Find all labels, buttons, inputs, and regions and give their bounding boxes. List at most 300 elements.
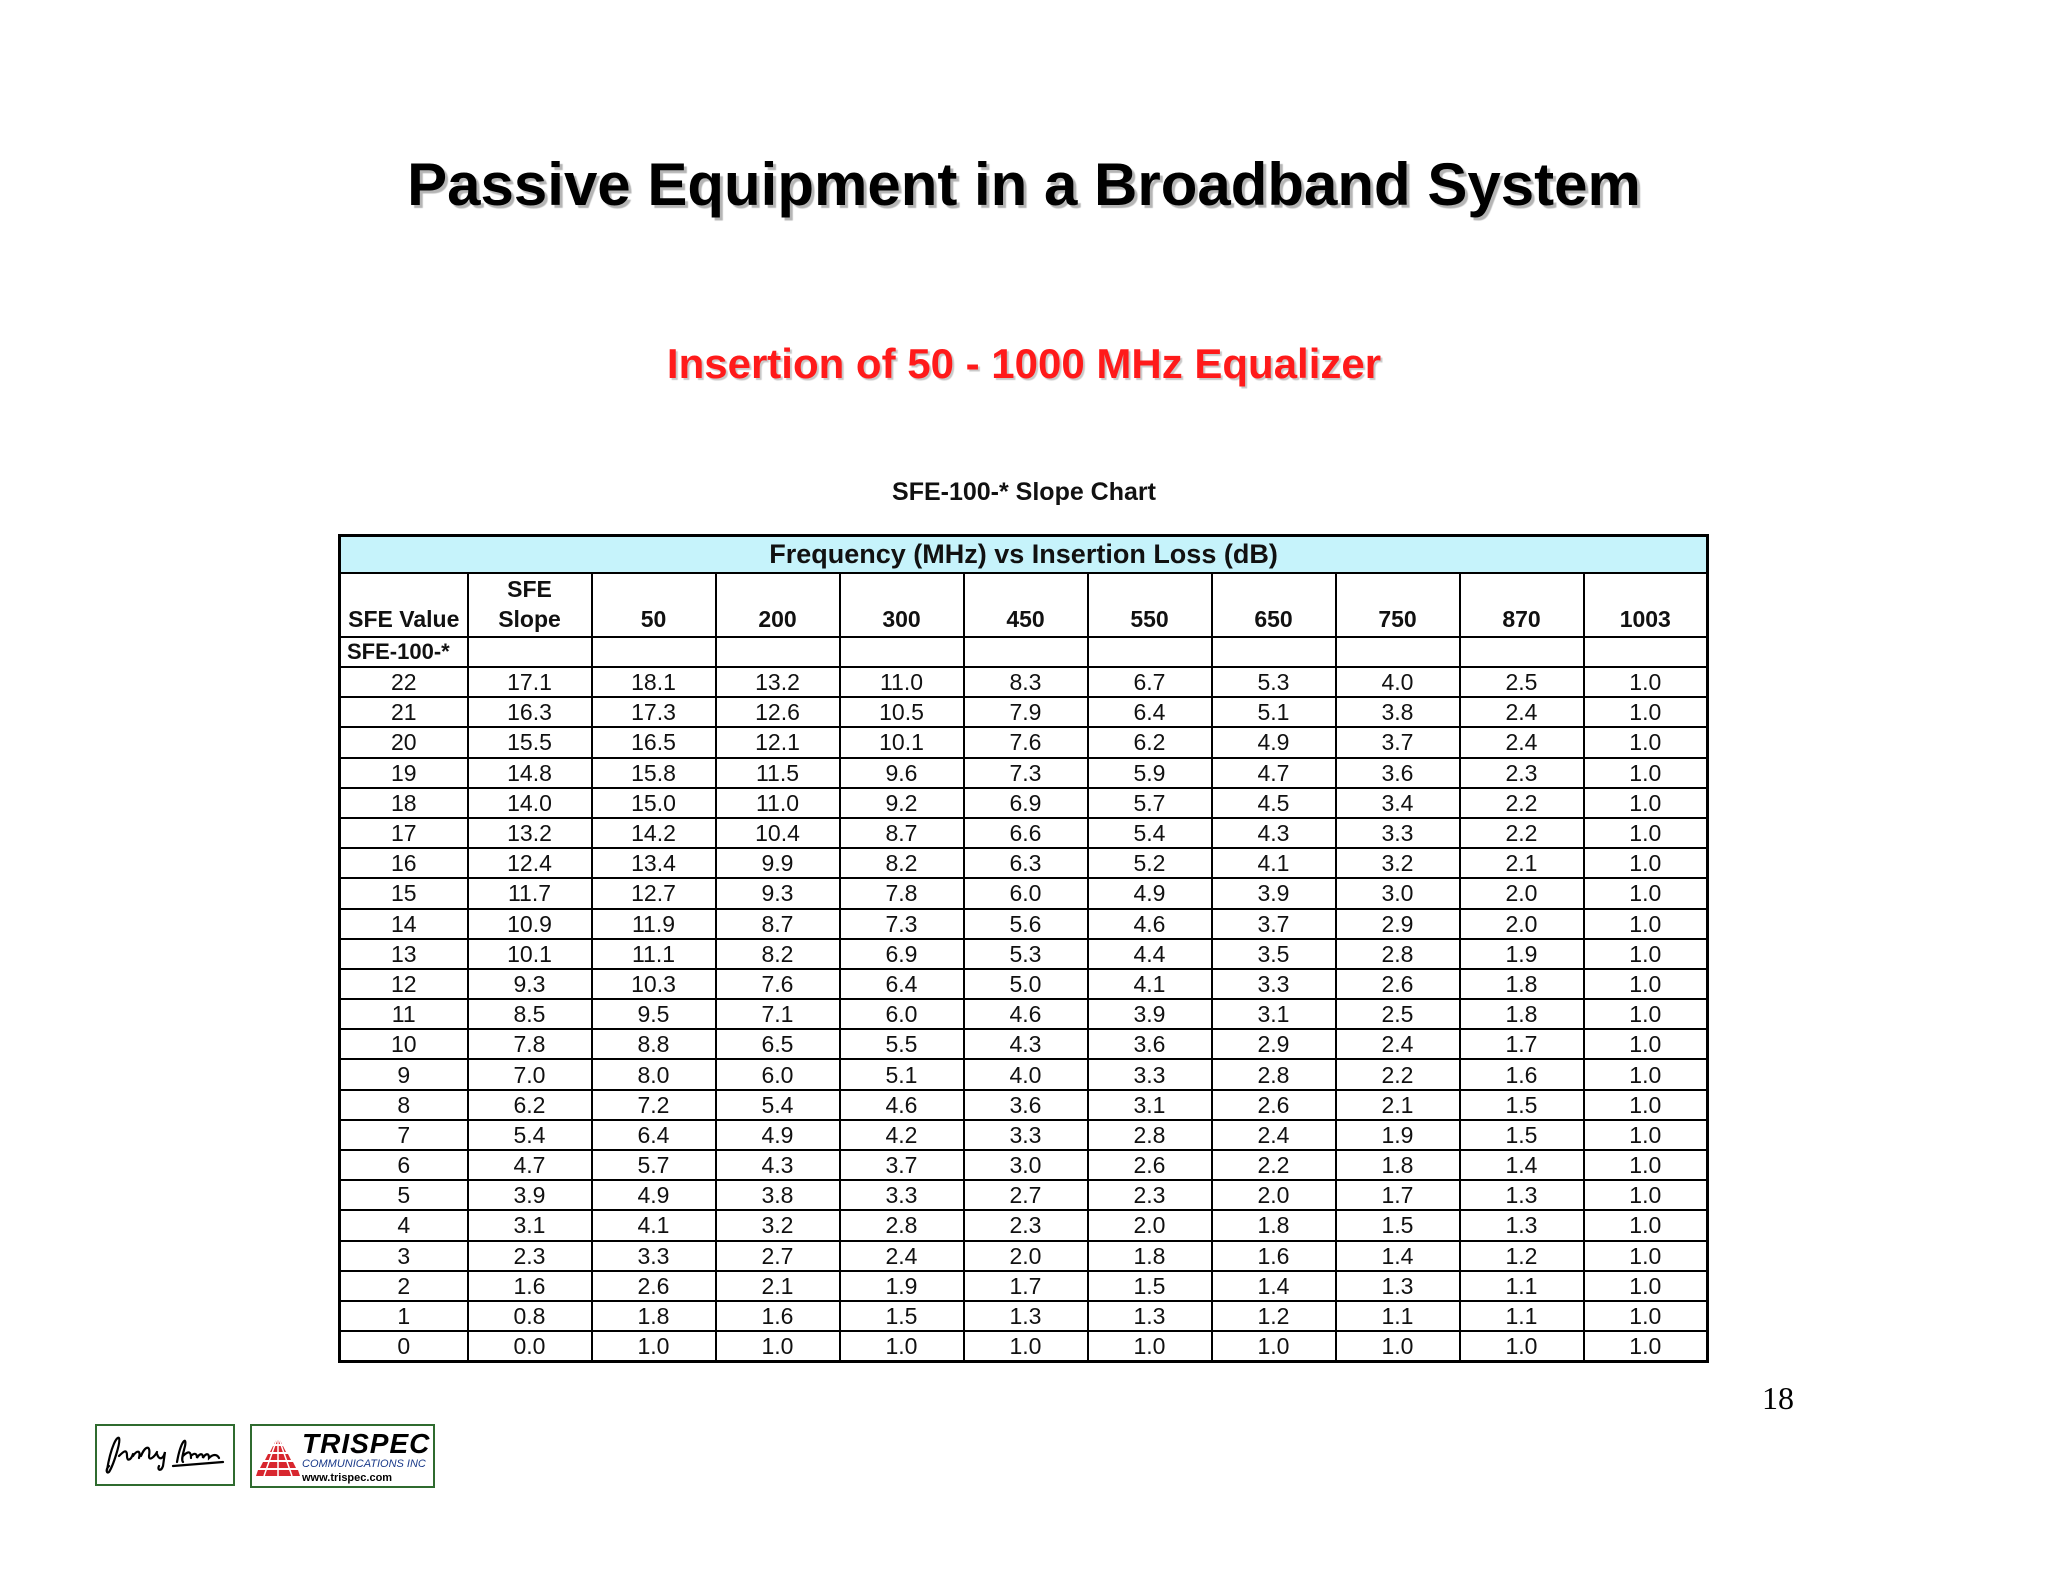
loss-cell: 2.2 — [1460, 818, 1584, 848]
loss-cell: 1.0 — [1584, 878, 1708, 908]
loss-cell: 6.3 — [964, 848, 1088, 878]
loss-cell: 8.0 — [592, 1059, 716, 1089]
sfe-value-cell: 11 — [340, 999, 468, 1029]
loss-cell: 16.5 — [592, 727, 716, 757]
sfe-slope-cell: 0.8 — [468, 1301, 592, 1331]
loss-cell: 9.6 — [840, 758, 964, 788]
loss-cell: 1.2 — [1212, 1301, 1336, 1331]
loss-cell: 1.4 — [1336, 1241, 1460, 1271]
loss-cell: 3.3 — [840, 1180, 964, 1210]
signature-logo — [95, 1424, 235, 1486]
sfe-slope-cell: 3.9 — [468, 1180, 592, 1210]
loss-cell: 4.1 — [1088, 969, 1212, 999]
loss-cell: 12.6 — [716, 697, 840, 727]
loss-cell: 5.0 — [964, 969, 1088, 999]
loss-cell: 2.0 — [1088, 1210, 1212, 1240]
loss-cell: 2.0 — [1460, 878, 1584, 908]
loss-cell: 2.0 — [1460, 909, 1584, 939]
sfe-slope-cell: 9.3 — [468, 969, 592, 999]
loss-cell: 5.4 — [1088, 818, 1212, 848]
loss-cell: 3.3 — [1088, 1059, 1212, 1089]
sfe-slope-cell: 3.1 — [468, 1210, 592, 1240]
loss-cell: 2.9 — [1336, 909, 1460, 939]
loss-cell: 1.0 — [1584, 939, 1708, 969]
loss-cell: 6.0 — [964, 878, 1088, 908]
loss-cell: 2.8 — [1212, 1059, 1336, 1089]
loss-cell: 4.3 — [964, 1029, 1088, 1059]
loss-cell: 11.5 — [716, 758, 840, 788]
sfe-value-cell: 7 — [340, 1120, 468, 1150]
loss-cell: 3.8 — [1336, 697, 1460, 727]
column-header: 200 — [716, 573, 840, 637]
loss-cell: 3.6 — [964, 1090, 1088, 1120]
loss-cell: 3.3 — [1212, 969, 1336, 999]
table-row — [340, 1271, 1708, 1301]
loss-cell: 3.2 — [1336, 848, 1460, 878]
loss-cell: 1.0 — [1584, 1271, 1708, 1301]
loss-cell: 2.2 — [1336, 1059, 1460, 1089]
page-number: 18 — [1762, 1380, 1794, 1416]
loss-cell: 4.3 — [716, 1150, 840, 1180]
loss-cell: 5.1 — [1212, 697, 1336, 727]
loss-cell: 15.8 — [592, 758, 716, 788]
loss-cell: 1.5 — [1336, 1210, 1460, 1240]
loss-cell: 5.3 — [1212, 667, 1336, 697]
column-header: 750 — [1336, 573, 1460, 637]
sfe-slope-cell: 7.8 — [468, 1029, 592, 1059]
loss-cell: 8.7 — [840, 818, 964, 848]
loss-cell: 1.0 — [1584, 1029, 1708, 1059]
table-row — [340, 969, 1708, 999]
column-header: 650 — [1212, 573, 1336, 637]
sfe-slope-cell: 12.4 — [468, 848, 592, 878]
loss-cell: 3.7 — [1212, 909, 1336, 939]
table-row — [340, 1180, 1708, 1210]
company-url: www.trispec.com — [302, 1472, 393, 1484]
loss-cell: 1.9 — [1460, 939, 1584, 969]
loss-cell: 3.9 — [1088, 999, 1212, 1029]
loss-cell: 1.2 — [1460, 1241, 1584, 1271]
loss-cell: 2.2 — [1460, 788, 1584, 818]
loss-cell: 2.4 — [1460, 727, 1584, 757]
loss-cell: 4.9 — [1212, 727, 1336, 757]
loss-cell: 12.7 — [592, 878, 716, 908]
table-row — [340, 1210, 1708, 1240]
sfe-slope-cell: 1.6 — [468, 1271, 592, 1301]
loss-cell: 2.8 — [1336, 939, 1460, 969]
table-row — [340, 727, 1708, 757]
loss-cell: 10.5 — [840, 697, 964, 727]
loss-cell: 1.3 — [1088, 1301, 1212, 1331]
loss-cell: 4.3 — [1212, 818, 1336, 848]
loss-cell: 1.5 — [1460, 1120, 1584, 1150]
loss-cell: 2.8 — [1088, 1120, 1212, 1150]
loss-cell: 6.4 — [840, 969, 964, 999]
table-row — [340, 999, 1708, 1029]
loss-cell: 1.0 — [1460, 1331, 1584, 1362]
loss-cell: 4.6 — [1088, 909, 1212, 939]
column-header: 550 — [1088, 573, 1212, 637]
loss-cell: 9.9 — [716, 848, 840, 878]
loss-cell: 1.8 — [1212, 1210, 1336, 1240]
sfe-value-cell: 13 — [340, 939, 468, 969]
loss-cell: 11.1 — [592, 939, 716, 969]
loss-cell: 1.1 — [1460, 1301, 1584, 1331]
loss-cell: 1.8 — [592, 1301, 716, 1331]
loss-cell: 4.6 — [840, 1090, 964, 1120]
loss-cell: 1.7 — [1336, 1180, 1460, 1210]
loss-cell: 1.8 — [1460, 969, 1584, 999]
slope-chart-table — [338, 534, 1709, 1363]
loss-cell: 4.9 — [592, 1180, 716, 1210]
company-name: TRISPEC — [302, 1428, 431, 1459]
loss-cell: 6.4 — [1088, 697, 1212, 727]
loss-cell: 2.0 — [1212, 1180, 1336, 1210]
signature-icon — [97, 1426, 233, 1484]
loss-cell: 7.9 — [964, 697, 1088, 727]
loss-cell: 3.0 — [1336, 878, 1460, 908]
loss-cell: 3.3 — [1336, 818, 1460, 848]
loss-cell: 13.2 — [716, 667, 840, 697]
loss-cell: 9.3 — [716, 878, 840, 908]
loss-cell: 1.8 — [1336, 1150, 1460, 1180]
loss-cell: 1.0 — [1584, 788, 1708, 818]
loss-cell: 4.1 — [592, 1210, 716, 1240]
loss-cell: 1.0 — [1584, 1090, 1708, 1120]
sfe-slope-cell: 0.0 — [468, 1331, 592, 1362]
loss-cell: 2.3 — [1088, 1180, 1212, 1210]
loss-cell: 11.0 — [840, 667, 964, 697]
loss-cell: 1.0 — [1584, 818, 1708, 848]
sfe-value-cell: 6 — [340, 1150, 468, 1180]
group-header: Frequency (MHz) vs Insertion Loss (dB) — [340, 536, 1708, 574]
loss-cell: 2.6 — [1336, 969, 1460, 999]
sfe-value-cell: 22 — [340, 667, 468, 697]
table-row — [340, 697, 1708, 727]
loss-cell: 3.9 — [1212, 878, 1336, 908]
sfe-value-cell: 8 — [340, 1090, 468, 1120]
loss-cell: 1.3 — [964, 1301, 1088, 1331]
loss-cell: 4.6 — [964, 999, 1088, 1029]
sfe-slope-cell: 15.5 — [468, 727, 592, 757]
loss-cell: 1.0 — [1584, 727, 1708, 757]
loss-cell: 9.5 — [592, 999, 716, 1029]
loss-cell: 6.0 — [840, 999, 964, 1029]
sfe-value-cell: 9 — [340, 1059, 468, 1089]
loss-cell: 2.6 — [592, 1271, 716, 1301]
loss-cell: 1.0 — [1584, 1241, 1708, 1271]
loss-cell: 3.6 — [1088, 1029, 1212, 1059]
loss-cell: 2.5 — [1460, 667, 1584, 697]
loss-cell: 3.7 — [1336, 727, 1460, 757]
loss-cell: 1.0 — [1584, 1301, 1708, 1331]
loss-cell: 2.6 — [1088, 1150, 1212, 1180]
loss-cell: 2.1 — [716, 1271, 840, 1301]
loss-cell: 1.3 — [1336, 1271, 1460, 1301]
loss-cell: 2.4 — [1336, 1029, 1460, 1059]
loss-cell: 10.3 — [592, 969, 716, 999]
loss-cell: 4.4 — [1088, 939, 1212, 969]
loss-cell: 2.9 — [1212, 1029, 1336, 1059]
loss-cell: 1.9 — [840, 1271, 964, 1301]
loss-cell: 7.6 — [964, 727, 1088, 757]
table-row — [340, 788, 1708, 818]
column-header: 450 — [964, 573, 1088, 637]
sfe-value-cell: 5 — [340, 1180, 468, 1210]
loss-cell: 1.0 — [1584, 1210, 1708, 1240]
loss-cell: 5.2 — [1088, 848, 1212, 878]
loss-cell: 1.0 — [1584, 697, 1708, 727]
loss-cell: 1.0 — [1584, 969, 1708, 999]
loss-cell: 4.5 — [1212, 788, 1336, 818]
loss-cell: 7.1 — [716, 999, 840, 1029]
loss-cell: 5.3 — [964, 939, 1088, 969]
table-row — [340, 1029, 1708, 1059]
loss-cell: 1.9 — [1336, 1120, 1460, 1150]
loss-cell: 3.3 — [964, 1120, 1088, 1150]
loss-cell: 1.0 — [1088, 1331, 1212, 1362]
loss-cell: 1.0 — [1584, 1120, 1708, 1150]
sfe-slope-cell: 10.1 — [468, 939, 592, 969]
loss-cell: 1.0 — [1584, 1180, 1708, 1210]
loss-cell: 1.0 — [1584, 1331, 1708, 1362]
loss-cell: 2.1 — [1336, 1090, 1460, 1120]
loss-cell: 8.2 — [716, 939, 840, 969]
loss-cell: 15.0 — [592, 788, 716, 818]
table-row — [340, 818, 1708, 848]
loss-cell: 2.7 — [716, 1241, 840, 1271]
table-row — [340, 1241, 1708, 1271]
loss-cell: 5.5 — [840, 1029, 964, 1059]
loss-cell: 7.3 — [840, 909, 964, 939]
loss-cell: 3.3 — [592, 1241, 716, 1271]
loss-cell: 18.1 — [592, 667, 716, 697]
loss-cell: 2.5 — [1336, 999, 1460, 1029]
table-row — [340, 909, 1708, 939]
table-row — [340, 1331, 1708, 1362]
loss-cell: 2.1 — [1460, 848, 1584, 878]
loss-cell: 13.4 — [592, 848, 716, 878]
loss-cell: 10.4 — [716, 818, 840, 848]
table-row — [340, 667, 1708, 697]
loss-cell: 3.5 — [1212, 939, 1336, 969]
loss-cell: 1.0 — [592, 1331, 716, 1362]
sfe-value-cell: 19 — [340, 758, 468, 788]
sfe-slope-cell: 2.3 — [468, 1241, 592, 1271]
loss-cell: 1.0 — [1584, 758, 1708, 788]
loss-cell: 5.7 — [592, 1150, 716, 1180]
loss-cell: 11.0 — [716, 788, 840, 818]
sfe-value-cell: 10 — [340, 1029, 468, 1059]
loss-cell: 2.7 — [964, 1180, 1088, 1210]
loss-cell: 1.0 — [840, 1331, 964, 1362]
sfe-slope-cell: 8.5 — [468, 999, 592, 1029]
table-row — [340, 1301, 1708, 1331]
table-row — [340, 848, 1708, 878]
sfe-slope-cell: 6.2 — [468, 1090, 592, 1120]
loss-cell: 1.3 — [1460, 1210, 1584, 1240]
loss-cell: 1.4 — [1212, 1271, 1336, 1301]
loss-cell: 6.2 — [1088, 727, 1212, 757]
sfe-slope-cell: 13.2 — [468, 818, 592, 848]
loss-cell: 1.7 — [1460, 1029, 1584, 1059]
column-header: SFE Value — [340, 573, 468, 637]
loss-cell: 4.0 — [1336, 667, 1460, 697]
loss-cell: 1.5 — [840, 1301, 964, 1331]
sfe-slope-cell: 7.0 — [468, 1059, 592, 1089]
loss-cell: 1.0 — [1212, 1331, 1336, 1362]
loss-cell: 8.2 — [840, 848, 964, 878]
sfe-value-cell: 16 — [340, 848, 468, 878]
loss-cell: 1.6 — [716, 1301, 840, 1331]
slide-subtitle: Insertion of 50 - 1000 MHz Equalizer — [666, 340, 1382, 387]
loss-cell: 3.2 — [716, 1210, 840, 1240]
sfe-value-cell: 14 — [340, 909, 468, 939]
loss-cell: 12.1 — [716, 727, 840, 757]
sfe-value-cell: 15 — [340, 878, 468, 908]
loss-cell: 6.9 — [964, 788, 1088, 818]
loss-cell: 1.0 — [1584, 667, 1708, 697]
sfe-slope-cell: 5.4 — [468, 1120, 592, 1150]
loss-cell: 4.9 — [1088, 878, 1212, 908]
sfe-value-cell: 0 — [340, 1331, 468, 1362]
loss-cell: 1.8 — [1460, 999, 1584, 1029]
table-row — [340, 1120, 1708, 1150]
loss-cell: 2.4 — [840, 1241, 964, 1271]
sfe-slope-cell: 17.1 — [468, 667, 592, 697]
loss-cell: 5.7 — [1088, 788, 1212, 818]
loss-cell: 1.0 — [1584, 1150, 1708, 1180]
loss-cell: 2.4 — [1460, 697, 1584, 727]
sfe-slope-cell: 14.8 — [468, 758, 592, 788]
loss-cell: 3.1 — [1088, 1090, 1212, 1120]
sfe-value-cell: 2 — [340, 1271, 468, 1301]
loss-cell: 7.6 — [716, 969, 840, 999]
loss-cell: 2.8 — [840, 1210, 964, 1240]
loss-cell: 3.4 — [1336, 788, 1460, 818]
sfe-value-cell: 21 — [340, 697, 468, 727]
loss-cell: 3.1 — [1212, 999, 1336, 1029]
column-header: 870 — [1460, 573, 1584, 637]
loss-cell: 2.3 — [1460, 758, 1584, 788]
loss-cell: 6.0 — [716, 1059, 840, 1089]
table-row — [340, 1059, 1708, 1089]
table-row — [340, 1090, 1708, 1120]
loss-cell: 4.1 — [1212, 848, 1336, 878]
loss-cell: 9.2 — [840, 788, 964, 818]
loss-cell: 3.6 — [1336, 758, 1460, 788]
loss-cell: 7.2 — [592, 1090, 716, 1120]
loss-cell: 1.7 — [964, 1271, 1088, 1301]
loss-cell: 8.8 — [592, 1029, 716, 1059]
loss-cell: 2.2 — [1212, 1150, 1336, 1180]
column-header: 300 — [840, 573, 964, 637]
loss-cell: 5.1 — [840, 1059, 964, 1089]
loss-cell: 4.9 — [716, 1120, 840, 1150]
sfe-value-cell: 20 — [340, 727, 468, 757]
loss-cell: 2.3 — [964, 1210, 1088, 1240]
sfe-slope-cell: 4.7 — [468, 1150, 592, 1180]
slide-title: Passive Equipment in a Broadband System — [407, 151, 1641, 218]
loss-cell: 4.0 — [964, 1059, 1088, 1089]
loss-cell: 4.2 — [840, 1120, 964, 1150]
column-header: SFE Slope — [468, 573, 592, 637]
sfe-slope-cell: 11.7 — [468, 878, 592, 908]
loss-cell: 5.9 — [1088, 758, 1212, 788]
loss-cell: 1.0 — [1336, 1331, 1460, 1362]
sfe-value-cell: 1 — [340, 1301, 468, 1331]
loss-cell: 7.3 — [964, 758, 1088, 788]
table-row — [340, 878, 1708, 908]
table-row — [340, 758, 1708, 788]
sfe-value-cell: 17 — [340, 818, 468, 848]
table-row — [340, 939, 1708, 969]
loss-cell: 8.3 — [964, 667, 1088, 697]
loss-cell: 2.6 — [1212, 1090, 1336, 1120]
loss-cell: 5.6 — [964, 909, 1088, 939]
table-row — [340, 1150, 1708, 1180]
loss-cell: 5.4 — [716, 1090, 840, 1120]
sfe-slope-cell: 14.0 — [468, 788, 592, 818]
loss-cell: 3.8 — [716, 1180, 840, 1210]
loss-cell: 1.1 — [1460, 1271, 1584, 1301]
loss-cell: 6.6 — [964, 818, 1088, 848]
loss-cell: 6.5 — [716, 1029, 840, 1059]
loss-cell: 6.4 — [592, 1120, 716, 1150]
loss-cell: 1.5 — [1088, 1271, 1212, 1301]
loss-cell: 14.2 — [592, 818, 716, 848]
loss-cell: 1.0 — [1584, 848, 1708, 878]
sfe-value-cell: 3 — [340, 1241, 468, 1271]
loss-cell: 10.1 — [840, 727, 964, 757]
loss-cell: 1.0 — [1584, 999, 1708, 1029]
loss-cell: 6.9 — [840, 939, 964, 969]
loss-cell: 1.0 — [1584, 909, 1708, 939]
loss-cell: 1.1 — [1336, 1301, 1460, 1331]
loss-cell: 2.4 — [1212, 1120, 1336, 1150]
loss-cell: 7.8 — [840, 878, 964, 908]
column-header: 50 — [592, 573, 716, 637]
loss-cell: 1.3 — [1460, 1180, 1584, 1210]
loss-cell: 8.7 — [716, 909, 840, 939]
loss-cell: 1.0 — [1584, 1059, 1708, 1089]
column-header: 1003 — [1584, 573, 1708, 637]
loss-cell: 1.4 — [1460, 1150, 1584, 1180]
loss-cell: 1.0 — [964, 1331, 1088, 1362]
sfe-slope-cell: 10.9 — [468, 909, 592, 939]
loss-cell: 3.0 — [964, 1150, 1088, 1180]
sfe-value-cell: 18 — [340, 788, 468, 818]
sfe-slope-cell: 16.3 — [468, 697, 592, 727]
loss-cell: 1.6 — [1212, 1241, 1336, 1271]
loss-cell: 4.7 — [1212, 758, 1336, 788]
loss-cell: 3.7 — [840, 1150, 964, 1180]
sfe-value-cell: 4 — [340, 1210, 468, 1240]
loss-cell: 11.9 — [592, 909, 716, 939]
chart-title: SFE-100-* Slope Chart — [892, 478, 1156, 506]
loss-cell: 2.0 — [964, 1241, 1088, 1271]
trispec-triangle-icon — [256, 1434, 300, 1478]
loss-cell: 1.8 — [1088, 1241, 1212, 1271]
loss-cell: 17.3 — [592, 697, 716, 727]
loss-cell: 1.0 — [716, 1331, 840, 1362]
company-subtitle: COMMUNICATIONS INC — [302, 1458, 426, 1470]
trispec-logo — [250, 1424, 435, 1488]
sfe-value-cell: 12 — [340, 969, 468, 999]
loss-cell: 6.7 — [1088, 667, 1212, 697]
loss-cell: 1.6 — [1460, 1059, 1584, 1089]
loss-cell: 1.5 — [1460, 1090, 1584, 1120]
